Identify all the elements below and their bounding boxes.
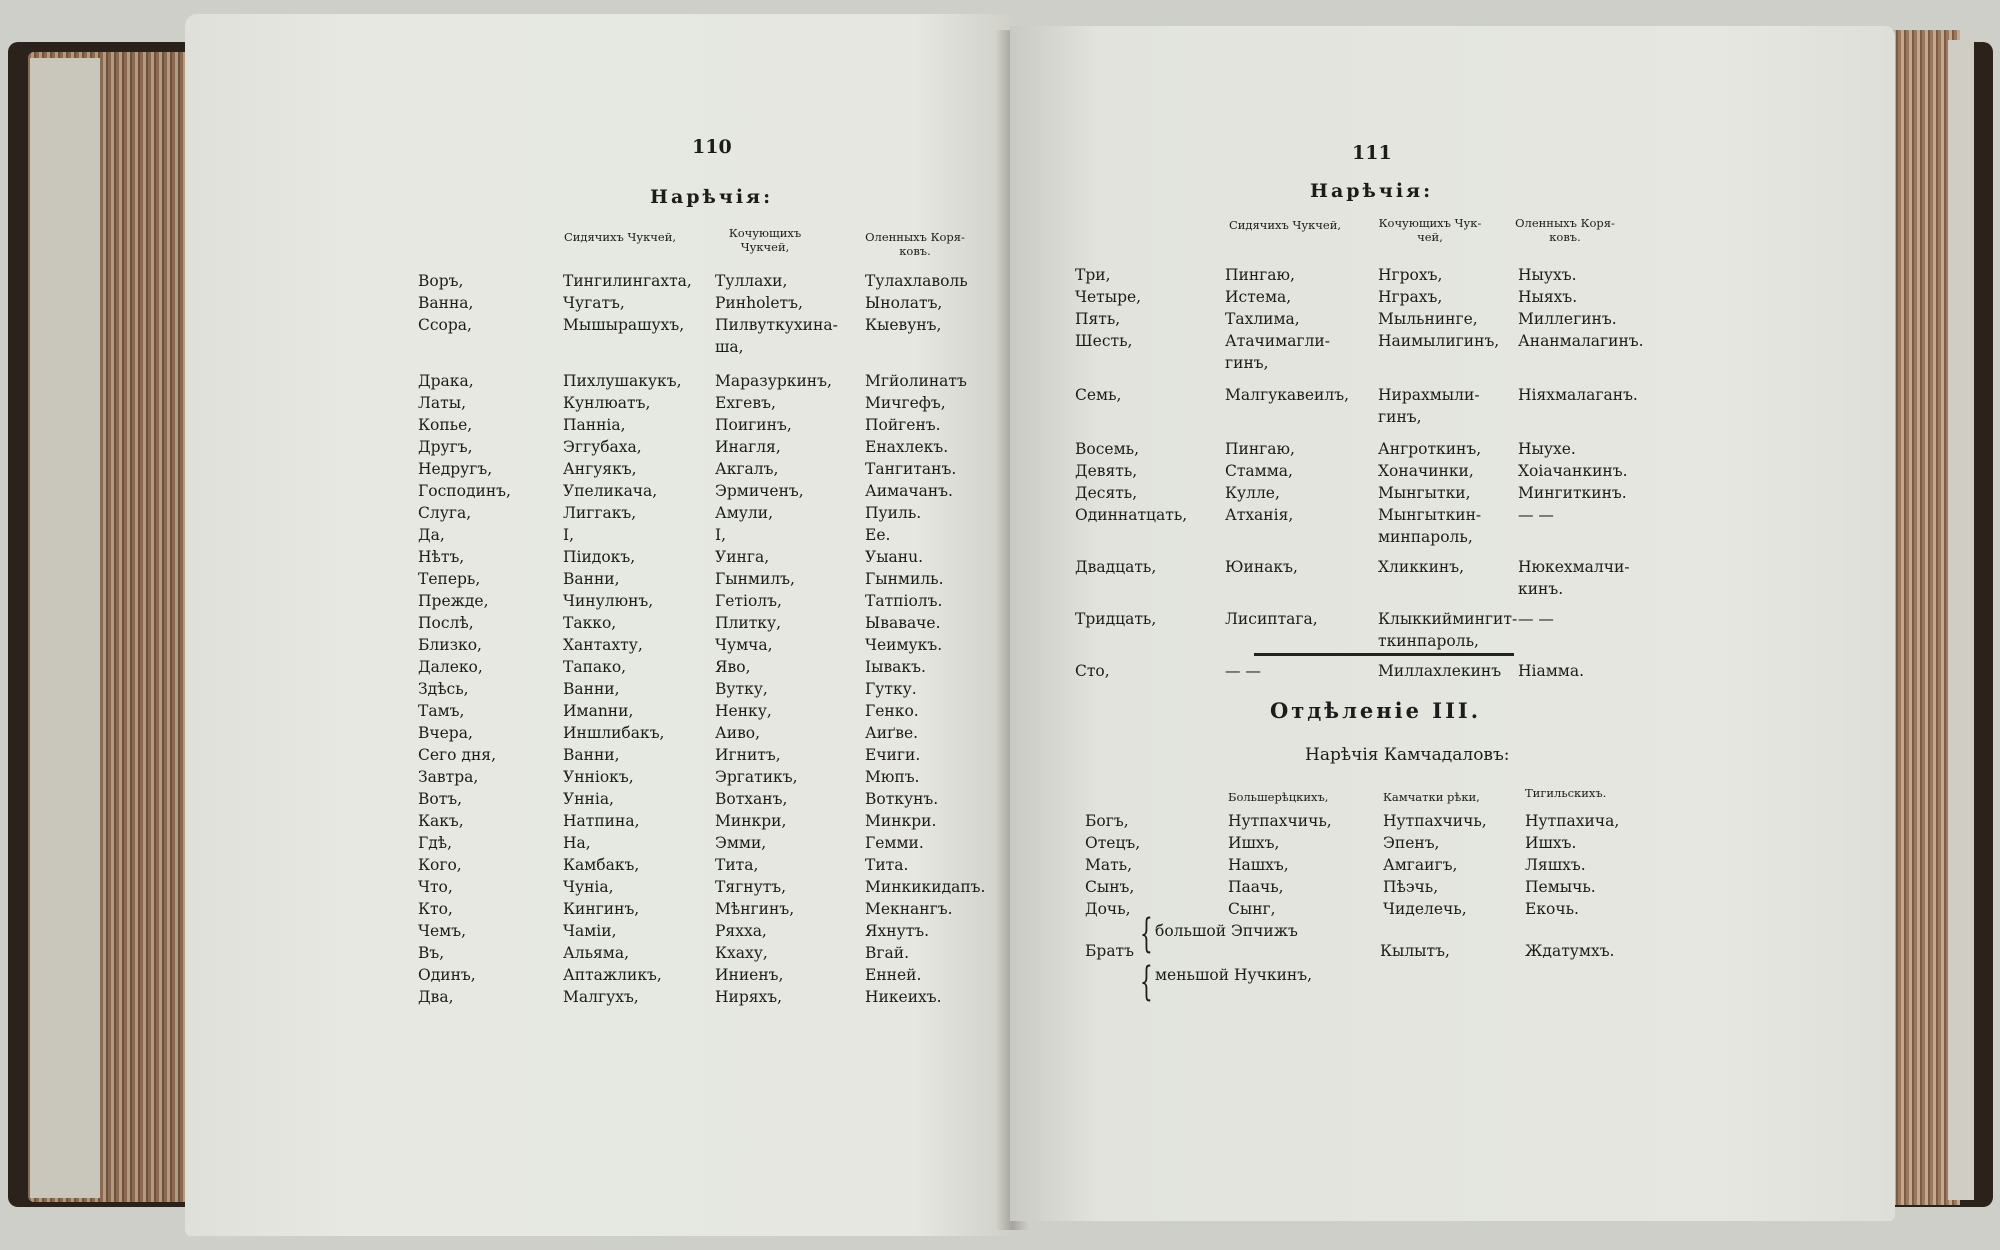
row-cell: Хликкинъ,	[1378, 558, 1465, 576]
table-row	[185, 504, 1015, 526]
section-divider-rule	[1254, 653, 1514, 656]
row-term: Ванна,	[418, 294, 474, 312]
right-page	[1010, 26, 1895, 1221]
row-cell: Нирахмыли-	[1378, 386, 1480, 404]
row-cell: Инагля,	[715, 438, 781, 456]
brother-col3: Ждатумхъ.	[1525, 942, 1615, 960]
row-cell: Миллахлекинъ	[1378, 662, 1502, 680]
row-term: Господинъ,	[418, 482, 511, 500]
table-row	[185, 856, 1015, 878]
table-row	[185, 372, 1015, 394]
row-cell: Яво,	[715, 658, 751, 676]
row-cell: Ряхха,	[715, 922, 767, 940]
row-cell: Ринholетъ,	[715, 294, 803, 312]
table-row	[185, 944, 1015, 966]
table-row	[1010, 408, 1895, 430]
row-cell: Наимылигинъ,	[1378, 332, 1500, 350]
row-term: Восемь,	[1075, 440, 1139, 458]
row-cell: Мичгефъ,	[865, 394, 946, 412]
row-cell: Кыевунъ,	[865, 316, 942, 334]
row-term: Девять,	[1075, 462, 1138, 480]
row-cell: Нграхъ,	[1378, 288, 1443, 306]
table-row	[185, 988, 1015, 1010]
row-cell: Пуиль.	[865, 504, 922, 522]
row-cell: Аптажликъ,	[563, 966, 662, 984]
table-row	[1010, 506, 1895, 528]
row-cell: Піидокъ,	[563, 548, 636, 566]
column-header-r1: Сидячихъ Чукчей,	[1228, 218, 1342, 232]
row-cell: Поигинъ,	[715, 416, 792, 434]
table-row	[1010, 632, 1895, 654]
table-row	[185, 460, 1015, 482]
row-cell: Стамма,	[1225, 462, 1293, 480]
row-term: Тридцать,	[1075, 610, 1157, 628]
row-term: Шесть,	[1075, 332, 1133, 350]
row-cell: Гынмилъ,	[715, 570, 795, 588]
row-cell: Кхаху,	[715, 944, 768, 962]
table-row	[1010, 878, 1895, 900]
table-row	[1010, 834, 1895, 856]
row-term: Сынъ,	[1085, 878, 1135, 896]
row-cell: Чуніа,	[563, 878, 614, 896]
row-term: Сто,	[1075, 662, 1110, 680]
row-cell: — —	[1518, 506, 1554, 524]
row-term: Въ,	[418, 944, 445, 962]
table-row	[185, 526, 1015, 548]
row-term: Далеко,	[418, 658, 483, 676]
row-cell: Ванни,	[563, 680, 620, 698]
row-cell: Пемычь.	[1525, 878, 1596, 896]
brother-elder: большой Эпчижъ	[1155, 922, 1298, 940]
row-cell: Амгаигъ,	[1383, 856, 1458, 874]
row-cell: Минкри.	[865, 812, 937, 830]
row-cell: Пингаю,	[1225, 266, 1295, 284]
row-cell: На,	[563, 834, 591, 852]
row-cell: Маразуркинъ,	[715, 372, 832, 390]
row-cell: Пойгенъ.	[865, 416, 941, 434]
table-row	[185, 592, 1015, 614]
row-cell: Ненку,	[715, 702, 772, 720]
row-cell: Уинга,	[715, 548, 770, 566]
row-term: Одинъ,	[418, 966, 476, 984]
row-cell: Ехгевъ,	[715, 394, 776, 412]
row-cell: Минкикидапъ.	[865, 878, 986, 896]
row-cell: Гетіолъ,	[715, 592, 782, 610]
row-cell: Ныухъ.	[1518, 266, 1577, 284]
left-page	[185, 14, 1015, 1236]
kamchadal-header-2: Камчатки рѣки,	[1383, 790, 1480, 804]
row-cell: Упеликача,	[563, 482, 658, 500]
table-row	[185, 966, 1015, 988]
row-term: Другъ,	[418, 438, 473, 456]
row-term: Какъ,	[418, 812, 464, 830]
table-row	[1010, 610, 1895, 632]
row-term: Что,	[418, 878, 453, 896]
brother-younger: меньшой Нучкинъ,	[1155, 966, 1313, 984]
row-term: Два,	[418, 988, 454, 1006]
table-row	[185, 768, 1015, 790]
table-row	[185, 416, 1015, 438]
row-cell: Лиггакъ,	[563, 504, 637, 522]
row-term: Близко,	[418, 636, 482, 654]
row-cell: Тита,	[715, 856, 759, 874]
row-cell: Малгукавеилъ,	[1225, 386, 1349, 404]
row-term: Одиннатцать,	[1075, 506, 1188, 524]
row-cell: Мыльнинге,	[1378, 310, 1478, 328]
row-cell: Вгай.	[865, 944, 910, 962]
row-term: Чемъ,	[418, 922, 466, 940]
row-cell: Нутпахчичь,	[1383, 812, 1487, 830]
row-term: Здѣсь,	[418, 680, 469, 698]
row-cell: ша,	[715, 338, 744, 356]
row-cell: Нутпахича,	[1525, 812, 1620, 830]
row-cell: Амули,	[715, 504, 774, 522]
row-term: Послѣ,	[418, 614, 474, 632]
table-row	[1010, 856, 1895, 878]
row-term: Вчера,	[418, 724, 473, 742]
row-cell: Ечиги.	[865, 746, 921, 764]
row-cell: Чаміи,	[563, 922, 617, 940]
row-cell: Пѣэчь,	[1383, 878, 1439, 896]
row-cell: Чеимукъ.	[865, 636, 943, 654]
row-term: Тамъ,	[418, 702, 465, 720]
row-cell: Мгйолинатъ	[865, 372, 967, 390]
table-row	[185, 294, 1015, 316]
table-row	[1010, 354, 1895, 376]
row-cell: Иншлибакъ,	[563, 724, 665, 742]
row-term: Кто,	[418, 900, 453, 918]
table-row	[1010, 812, 1895, 834]
row-term: Сего дня,	[418, 746, 496, 764]
row-cell: Ляшхъ.	[1525, 856, 1586, 874]
row-term: Ссора,	[418, 316, 472, 334]
row-cell: Лисиптага,	[1225, 610, 1318, 628]
column-header-r2: Кочующихъ Чук-чей,	[1378, 216, 1482, 244]
row-cell: Гынмиль.	[865, 570, 944, 588]
table-row	[185, 702, 1015, 724]
row-cell: Тулахлаволь	[865, 272, 968, 290]
row-cell: Гемми.	[865, 834, 924, 852]
table-row	[1010, 662, 1895, 684]
row-cell: Ынолатъ,	[865, 294, 943, 312]
row-cell: Татпіолъ.	[865, 592, 943, 610]
row-term: Богъ,	[1085, 812, 1129, 830]
row-cell: Паачь,	[1228, 878, 1284, 896]
row-cell: Эпенъ,	[1383, 834, 1440, 852]
table-row	[185, 790, 1015, 812]
row-cell: Кунлюатъ,	[563, 394, 651, 412]
table-row	[1010, 266, 1895, 288]
section-title: Отдѣленіе III.	[1270, 698, 1482, 723]
table-row	[185, 394, 1015, 416]
table-row	[185, 834, 1015, 856]
row-term: Теперь,	[418, 570, 481, 588]
row-cell: Мѣнгинъ,	[715, 900, 795, 918]
row-cell: Гутку.	[865, 680, 917, 698]
row-cell: I,	[715, 526, 727, 544]
row-term: Недругъ,	[418, 460, 493, 478]
row-term: Мать,	[1085, 856, 1133, 874]
row-cell: Эггубаха,	[563, 438, 642, 456]
table-row	[185, 272, 1015, 294]
row-cell: Яхнутъ.	[865, 922, 930, 940]
row-cell: Ныяхъ.	[1518, 288, 1578, 306]
row-cell: Тита.	[865, 856, 909, 874]
row-cell: Панніа,	[563, 416, 626, 434]
column-header-3: Оленныхъ Коря-ковъ.	[865, 230, 965, 258]
heading-right: Нарѣчія:	[1310, 180, 1434, 202]
page-number-left: 110	[692, 136, 732, 158]
row-cell: Унніа,	[563, 790, 614, 808]
row-cell: Тапако,	[563, 658, 627, 676]
kamchadal-subheading: Нарѣчія Камчадаловъ:	[1305, 745, 1510, 765]
table-row	[1010, 440, 1895, 462]
table-row	[185, 316, 1015, 338]
table-row	[1010, 558, 1895, 580]
brother-label: Братъ	[1085, 942, 1134, 960]
row-cell: Вотханъ,	[715, 790, 788, 808]
row-cell: Нутпахчичь,	[1228, 812, 1332, 830]
row-cell: Ананмалагинъ.	[1518, 332, 1644, 350]
table-row	[1010, 288, 1895, 310]
row-cell: Мекнангъ.	[865, 900, 953, 918]
brace-lower: {	[1140, 959, 1153, 1005]
row-cell: гинъ,	[1378, 408, 1422, 426]
table-row	[185, 570, 1015, 592]
row-cell: Юинакъ,	[1225, 558, 1298, 576]
table-row	[185, 900, 1015, 922]
row-cell: Атханія,	[1225, 506, 1294, 524]
row-term: Драка,	[418, 372, 474, 390]
row-cell: Аиво,	[715, 724, 761, 742]
left-flyleaf	[30, 58, 100, 1198]
row-cell: Мингиткинъ.	[1518, 484, 1627, 502]
table-row	[1010, 528, 1895, 550]
row-cell: Атачимагли-	[1225, 332, 1330, 350]
row-cell: Тингилингахта,	[563, 272, 692, 290]
column-header-2: Кочующихъ Чукчей,	[728, 226, 802, 254]
row-term: Три,	[1075, 266, 1111, 284]
row-cell: Тягнутъ,	[715, 878, 787, 896]
row-cell: Кингинъ,	[563, 900, 640, 918]
row-term: Слуга,	[418, 504, 472, 522]
row-cell: Клыккиймингит-	[1378, 610, 1518, 628]
row-cell: Ишхъ.	[1525, 834, 1577, 852]
table-row	[185, 680, 1015, 702]
row-cell: Чиделечь,	[1383, 900, 1467, 918]
table-row	[185, 922, 1015, 944]
table-row	[185, 548, 1015, 570]
row-cell: Малгухъ,	[563, 988, 639, 1006]
row-cell: кинъ.	[1518, 580, 1564, 598]
row-cell: Хантахту,	[563, 636, 643, 654]
row-cell: Чумча,	[715, 636, 773, 654]
kamchadal-header-1: Большерѣцкихъ,	[1228, 790, 1329, 804]
row-cell: Іывакъ.	[865, 658, 926, 676]
table-row	[1010, 462, 1895, 484]
row-term: Прежде,	[418, 592, 489, 610]
row-term: Десять,	[1075, 484, 1138, 502]
row-cell: Ныухе.	[1518, 440, 1576, 458]
column-header-r3: Оленныхъ Коря-ковъ.	[1515, 216, 1615, 244]
table-row	[1010, 386, 1895, 408]
row-cell: Минкри,	[715, 812, 787, 830]
row-cell: ткинпароль,	[1378, 632, 1479, 650]
row-cell: Нгрохъ,	[1378, 266, 1443, 284]
row-cell: Истема,	[1225, 288, 1292, 306]
row-cell: Мынгытки,	[1378, 484, 1471, 502]
column-header-1: Сидячихъ Чукчей,	[563, 230, 677, 244]
kamchadal-header-3: Тигильскихъ.	[1525, 786, 1607, 800]
row-cell: минпароль,	[1378, 528, 1473, 546]
table-row	[185, 338, 1015, 360]
row-cell: Ывавaче.	[865, 614, 941, 632]
row-cell: Пингаю,	[1225, 440, 1295, 458]
row-cell: Енахлекъ.	[865, 438, 949, 456]
row-cell: Кулле,	[1225, 484, 1280, 502]
right-flyleaf	[1948, 40, 1974, 1200]
row-term: Семь,	[1075, 386, 1122, 404]
row-cell: Мышырашухъ,	[563, 316, 685, 334]
row-cell: Ванни,	[563, 570, 620, 588]
row-cell: Эмми,	[715, 834, 767, 852]
table-row	[185, 438, 1015, 460]
table-row	[1010, 484, 1895, 506]
table-row	[185, 482, 1015, 504]
table-row	[1010, 310, 1895, 332]
table-row	[185, 724, 1015, 746]
row-cell: Натпина,	[563, 812, 640, 830]
row-cell: Енней.	[865, 966, 922, 984]
page-number-right: 111	[1352, 142, 1392, 164]
table-row	[185, 746, 1015, 768]
table-row	[185, 658, 1015, 680]
row-cell: Пилвуткухина-	[715, 316, 838, 334]
row-term: Да,	[418, 526, 445, 544]
brother-col2: Кылытъ,	[1380, 942, 1450, 960]
row-cell: — —	[1518, 610, 1554, 628]
table-row	[185, 636, 1015, 658]
row-cell: Вутку,	[715, 680, 768, 698]
row-cell: Альяма,	[563, 944, 630, 962]
row-term: Отецъ,	[1085, 834, 1141, 852]
heading-left: Нарѣчія:	[650, 186, 774, 208]
row-cell: Ніяхмалаганъ.	[1518, 386, 1638, 404]
row-cell: Миллегинъ.	[1518, 310, 1617, 328]
row-cell: Воткунъ.	[865, 790, 939, 808]
row-cell: Мюпъ.	[865, 768, 920, 786]
table-row	[1010, 332, 1895, 354]
row-term: Пять,	[1075, 310, 1121, 328]
row-cell: Мынгыткин-	[1378, 506, 1482, 524]
row-cell: Ангроткинъ,	[1378, 440, 1482, 458]
row-term: Кого,	[418, 856, 462, 874]
row-cell: Камбакъ,	[563, 856, 640, 874]
row-cell: Сынг,	[1228, 900, 1276, 918]
row-term: Четыре,	[1075, 288, 1142, 306]
row-term: Завтра,	[418, 768, 479, 786]
row-term: Дочь,	[1085, 900, 1131, 918]
row-cell: гинъ,	[1225, 354, 1269, 372]
row-term: Воръ,	[418, 272, 464, 290]
row-cell: Никеихъ.	[865, 988, 942, 1006]
row-cell: Иниенъ,	[715, 966, 784, 984]
row-cell: Тангитанъ.	[865, 460, 957, 478]
row-term: Латы,	[418, 394, 467, 412]
row-cell: Ее.	[865, 526, 891, 544]
row-cell: Туллахи,	[715, 272, 788, 290]
row-cell: — —	[1225, 662, 1261, 680]
row-cell: Уыанu.	[865, 548, 924, 566]
row-term: Копье,	[418, 416, 473, 434]
table-row	[185, 878, 1015, 900]
table-row	[185, 812, 1015, 834]
row-cell: Нашхъ,	[1228, 856, 1289, 874]
row-cell: I,	[563, 526, 575, 544]
row-cell: Пихлушакукъ,	[563, 372, 682, 390]
row-cell: Ніамма.	[1518, 662, 1584, 680]
row-cell: Аиґве.	[865, 724, 919, 742]
row-cell: Нюкехмалчи-	[1518, 558, 1630, 576]
row-cell: Ишхъ,	[1228, 834, 1280, 852]
row-term: Гдѣ,	[418, 834, 453, 852]
row-term: Вотъ,	[418, 790, 463, 808]
row-cell: Чинулюнъ,	[563, 592, 654, 610]
row-cell: Хоначинки,	[1378, 462, 1474, 480]
row-cell: Игнитъ,	[715, 746, 781, 764]
row-cell: Такко,	[563, 614, 617, 632]
table-row	[185, 614, 1015, 636]
row-cell: Хоіачанкинъ.	[1518, 462, 1628, 480]
row-cell: Унніокъ,	[563, 768, 634, 786]
row-cell: Екочь.	[1525, 900, 1579, 918]
row-cell: Эрмиченъ,	[715, 482, 804, 500]
row-cell: Чугатъ,	[563, 294, 625, 312]
row-cell: Ангуякъ,	[563, 460, 637, 478]
row-cell: Генко.	[865, 702, 919, 720]
row-cell: Эргатикъ,	[715, 768, 798, 786]
row-cell: Аимачанъ.	[865, 482, 953, 500]
row-cell: Плитку,	[715, 614, 782, 632]
row-cell: Ниряхъ,	[715, 988, 783, 1006]
brace-upper: {	[1140, 911, 1153, 957]
row-cell: Тахлима,	[1225, 310, 1300, 328]
row-term: Двадцать,	[1075, 558, 1157, 576]
table-row	[1010, 580, 1895, 602]
row-cell: Имаnни,	[563, 702, 634, 720]
row-term: Нѣтъ,	[418, 548, 465, 566]
row-cell: Акгалъ,	[715, 460, 779, 478]
row-cell: Ванни,	[563, 746, 620, 764]
